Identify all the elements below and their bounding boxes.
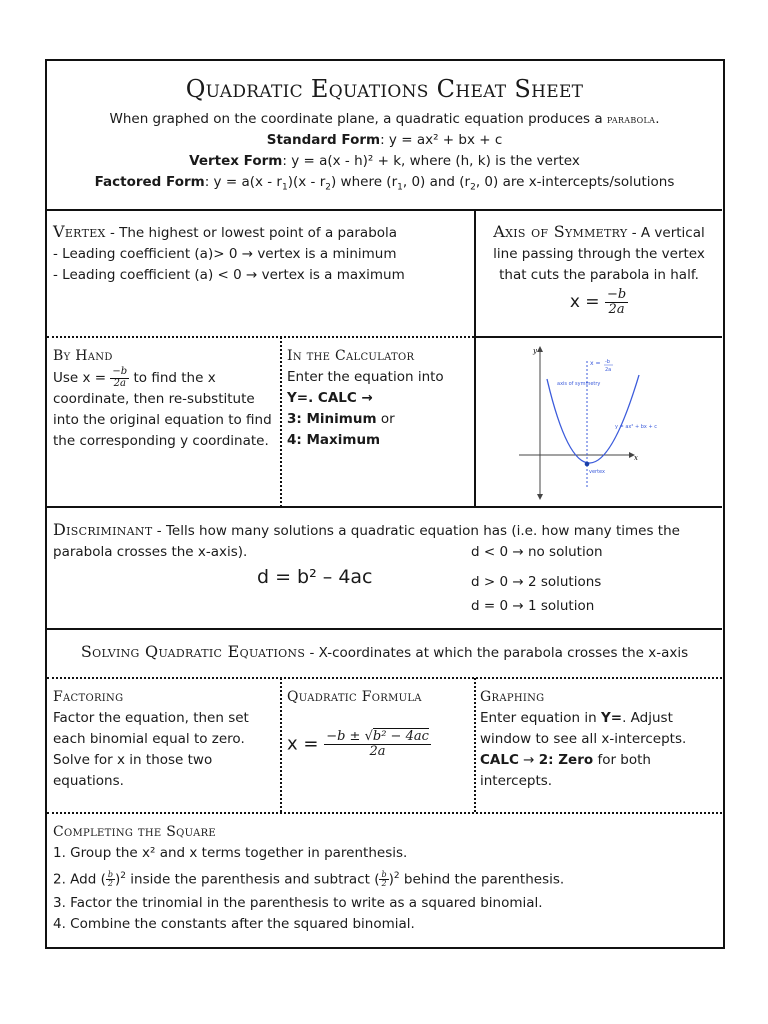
axis-section xyxy=(479,221,719,316)
vertex-desc: - The highest or lowest point of a parabola xyxy=(105,225,398,241)
fraction-numerator: −b xyxy=(606,287,627,302)
calculator-line xyxy=(287,430,473,451)
qf-denominator: 2a xyxy=(369,743,386,759)
qf-neg-b: −b ± xyxy=(326,729,361,744)
factored-part: : y = a(x - r xyxy=(204,174,282,190)
axis-heading: Axis of Symmetry xyxy=(493,222,628,241)
by-hand-heading: By Hand xyxy=(53,348,113,364)
factored-part: , 0) are x-intercepts/solutions xyxy=(475,174,675,190)
divider xyxy=(474,678,476,812)
parabola-graph xyxy=(477,339,720,505)
case-one-solution: d = 0 → 1 solution xyxy=(471,598,595,614)
step-1: 1. Group the x² and x terms together in parenthesis. xyxy=(53,845,408,861)
vertex-point xyxy=(585,462,590,467)
y-label: y xyxy=(533,347,537,355)
solving-heading: Solving Quadratic Equations xyxy=(80,642,306,661)
axis-sym-label: axis of symmetry xyxy=(557,381,601,387)
header-section xyxy=(47,61,722,209)
completing-square-section xyxy=(53,821,718,935)
graphing-heading: Graphing xyxy=(480,689,545,705)
factoring-text: Factor the equation, then set each binomial equal to zero. Solve for x in those two equations. xyxy=(53,710,249,789)
fraction-denominator: 2a xyxy=(608,301,625,317)
calc-key: . CALC → xyxy=(308,390,373,406)
step-4: 4. Combine the constants after the squared binomial. xyxy=(53,915,415,932)
x-label: x xyxy=(634,454,638,462)
intro-line xyxy=(47,109,722,130)
divider xyxy=(474,337,476,507)
quadratic-formula-section xyxy=(287,686,472,758)
completing-square-heading: Completing the Square xyxy=(53,824,217,840)
b-over-2 xyxy=(106,871,115,889)
divider xyxy=(474,209,476,337)
sub: 2 xyxy=(470,182,476,193)
solving-section xyxy=(47,641,722,664)
parabola-curve xyxy=(547,375,639,463)
qf-lhs: x = xyxy=(287,733,319,755)
divider xyxy=(474,336,722,338)
step-2-part: behind the parenthesis. xyxy=(399,871,565,888)
zero-option: 2: Zero xyxy=(538,752,594,768)
divider xyxy=(47,209,722,211)
graphing-arrow: → xyxy=(518,752,539,768)
case-two-solutions: d > 0 → 2 solutions xyxy=(471,574,602,590)
vertex-form-text: : y = a(x - h)² + k, where (h, k) is the vertex xyxy=(282,153,580,169)
by-hand-section xyxy=(53,345,275,452)
axis-formula xyxy=(479,288,719,316)
fraction-denominator: 2 xyxy=(381,879,387,888)
maximum-option: 4: Maximum xyxy=(287,432,381,448)
discriminant-desc: - Tells how many solutions a quadratic equation has (i.e. how many times the parabola crosses the x-axis). xyxy=(53,523,680,560)
calculator-heading: In the Calculator xyxy=(287,348,415,364)
factoring-heading: Factoring xyxy=(53,689,124,705)
step-2-part: ) xyxy=(388,871,394,888)
fraction-denominator: 2 xyxy=(107,879,113,888)
vertex-form xyxy=(47,151,722,172)
axis-desc: - A vertical line passing through the vertex that cuts the parabola in half. xyxy=(493,225,705,283)
quadratic-formula-heading: Quadratic Formula xyxy=(287,689,422,705)
factored-form-label: Factored Form xyxy=(94,174,205,190)
standard-form-text: : y = ax² + bx + c xyxy=(380,132,503,148)
step-3: 3. Factor the trinomial in the parenthesis to write as a squared binomial. xyxy=(53,894,543,911)
minimum-option: 3: Minimum xyxy=(287,411,377,427)
by-hand-rest: to find the x coordinate, then re-substitute into the original equation to find the corresponding y coordinate. xyxy=(53,370,272,449)
divider xyxy=(47,677,722,679)
fraction-numerator: b xyxy=(381,869,387,879)
by-hand-use: Use x = xyxy=(53,370,107,386)
vertex-section xyxy=(53,221,473,286)
standard-form xyxy=(47,130,722,151)
vertex-label: vertex xyxy=(589,469,605,475)
parabola-term: parabola xyxy=(606,112,656,126)
calculator-line xyxy=(287,409,473,430)
divider xyxy=(280,678,282,812)
divider xyxy=(47,506,722,508)
case-no-solution: d < 0 → no solution xyxy=(471,544,603,560)
graphing-section xyxy=(480,686,718,792)
step-2-part: ) xyxy=(115,871,121,888)
vertex-min-rule: - Leading coefficient (a)> 0 → vertex is a minimum xyxy=(53,246,397,262)
by-hand-text xyxy=(53,367,275,452)
graphing-t2: . Adjust window to see all x-intercepts. xyxy=(480,710,687,747)
discriminant-formula: d = b² – 4ac xyxy=(257,566,373,588)
step-2 xyxy=(53,864,718,893)
cheat-sheet xyxy=(45,59,725,949)
axis-eq-label: x = xyxy=(590,360,601,367)
y-equals-key: Y= xyxy=(600,710,623,726)
graphing-text xyxy=(480,708,718,792)
step-2-part: 2. Add ( xyxy=(53,871,106,888)
discriminant-heading: Discriminant xyxy=(53,520,153,539)
factoring-section xyxy=(53,686,275,792)
by-hand-fraction xyxy=(110,367,129,389)
divider xyxy=(47,336,474,338)
y-equals-key: Y= xyxy=(287,390,309,406)
divider xyxy=(47,628,722,630)
curve-eq-label: y = ax² + bx + c xyxy=(615,424,657,430)
sub: 1 xyxy=(281,182,288,193)
squared: 2 xyxy=(393,871,400,881)
graphing-t1: Enter equation in xyxy=(480,710,601,726)
fraction-denominator: 2a xyxy=(113,377,126,389)
fraction-numerator: −b xyxy=(112,366,128,377)
fraction-numerator: b xyxy=(107,869,113,879)
vertex-max-rule: - Leading coefficient (a) < 0 → vertex is a maximum xyxy=(53,267,405,283)
factored-part: )(x - r xyxy=(287,174,326,190)
axis-formula-lhs: x = xyxy=(569,292,600,313)
vertex-heading: Vertex xyxy=(53,222,106,241)
axis-eq-num: -b xyxy=(605,359,610,365)
qf-radicand: b² − 4ac xyxy=(372,729,429,744)
vertex-form-label: Vertex Form xyxy=(189,153,283,169)
standard-form-label: Standard Form xyxy=(266,132,381,148)
calculator-line: Enter the equation into xyxy=(287,369,444,385)
sub: 1 xyxy=(397,182,403,193)
divider xyxy=(280,337,282,507)
axis-fraction xyxy=(605,288,628,316)
sub: 2 xyxy=(325,182,331,193)
factored-part: , 0) and (r xyxy=(402,174,471,190)
or-text: or xyxy=(376,411,395,427)
divider xyxy=(47,812,722,814)
intro-text: When graphed on the coordinate plane, a quadratic equation produces a xyxy=(109,111,607,127)
calculator-section xyxy=(287,345,473,451)
axis-eq-den: 2a xyxy=(605,367,612,373)
intro-period: . xyxy=(655,111,660,127)
parabola-graph-svg xyxy=(477,339,720,505)
factored-form xyxy=(47,172,722,199)
factored-part: ) where (r xyxy=(330,174,398,190)
solving-desc: - X-coordinates at which the parabola crosses the x-axis xyxy=(305,645,689,661)
qf-fraction: $\frac{\text{−b ± √b² − 4ac}}{2a}$ xyxy=(326,729,429,759)
graphing-t3: for both intercepts. xyxy=(480,752,651,789)
discriminant-cases xyxy=(471,542,711,617)
quadratic-formula xyxy=(287,730,472,758)
page-title: Quadratic Equations Cheat Sheet xyxy=(185,75,584,103)
step-2-part: inside the parenthesis and subtract ( xyxy=(126,871,380,888)
squared: 2 xyxy=(120,871,127,881)
b-over-2 xyxy=(379,871,388,889)
calc-key: CALC xyxy=(480,752,519,768)
calculator-line xyxy=(287,388,473,409)
